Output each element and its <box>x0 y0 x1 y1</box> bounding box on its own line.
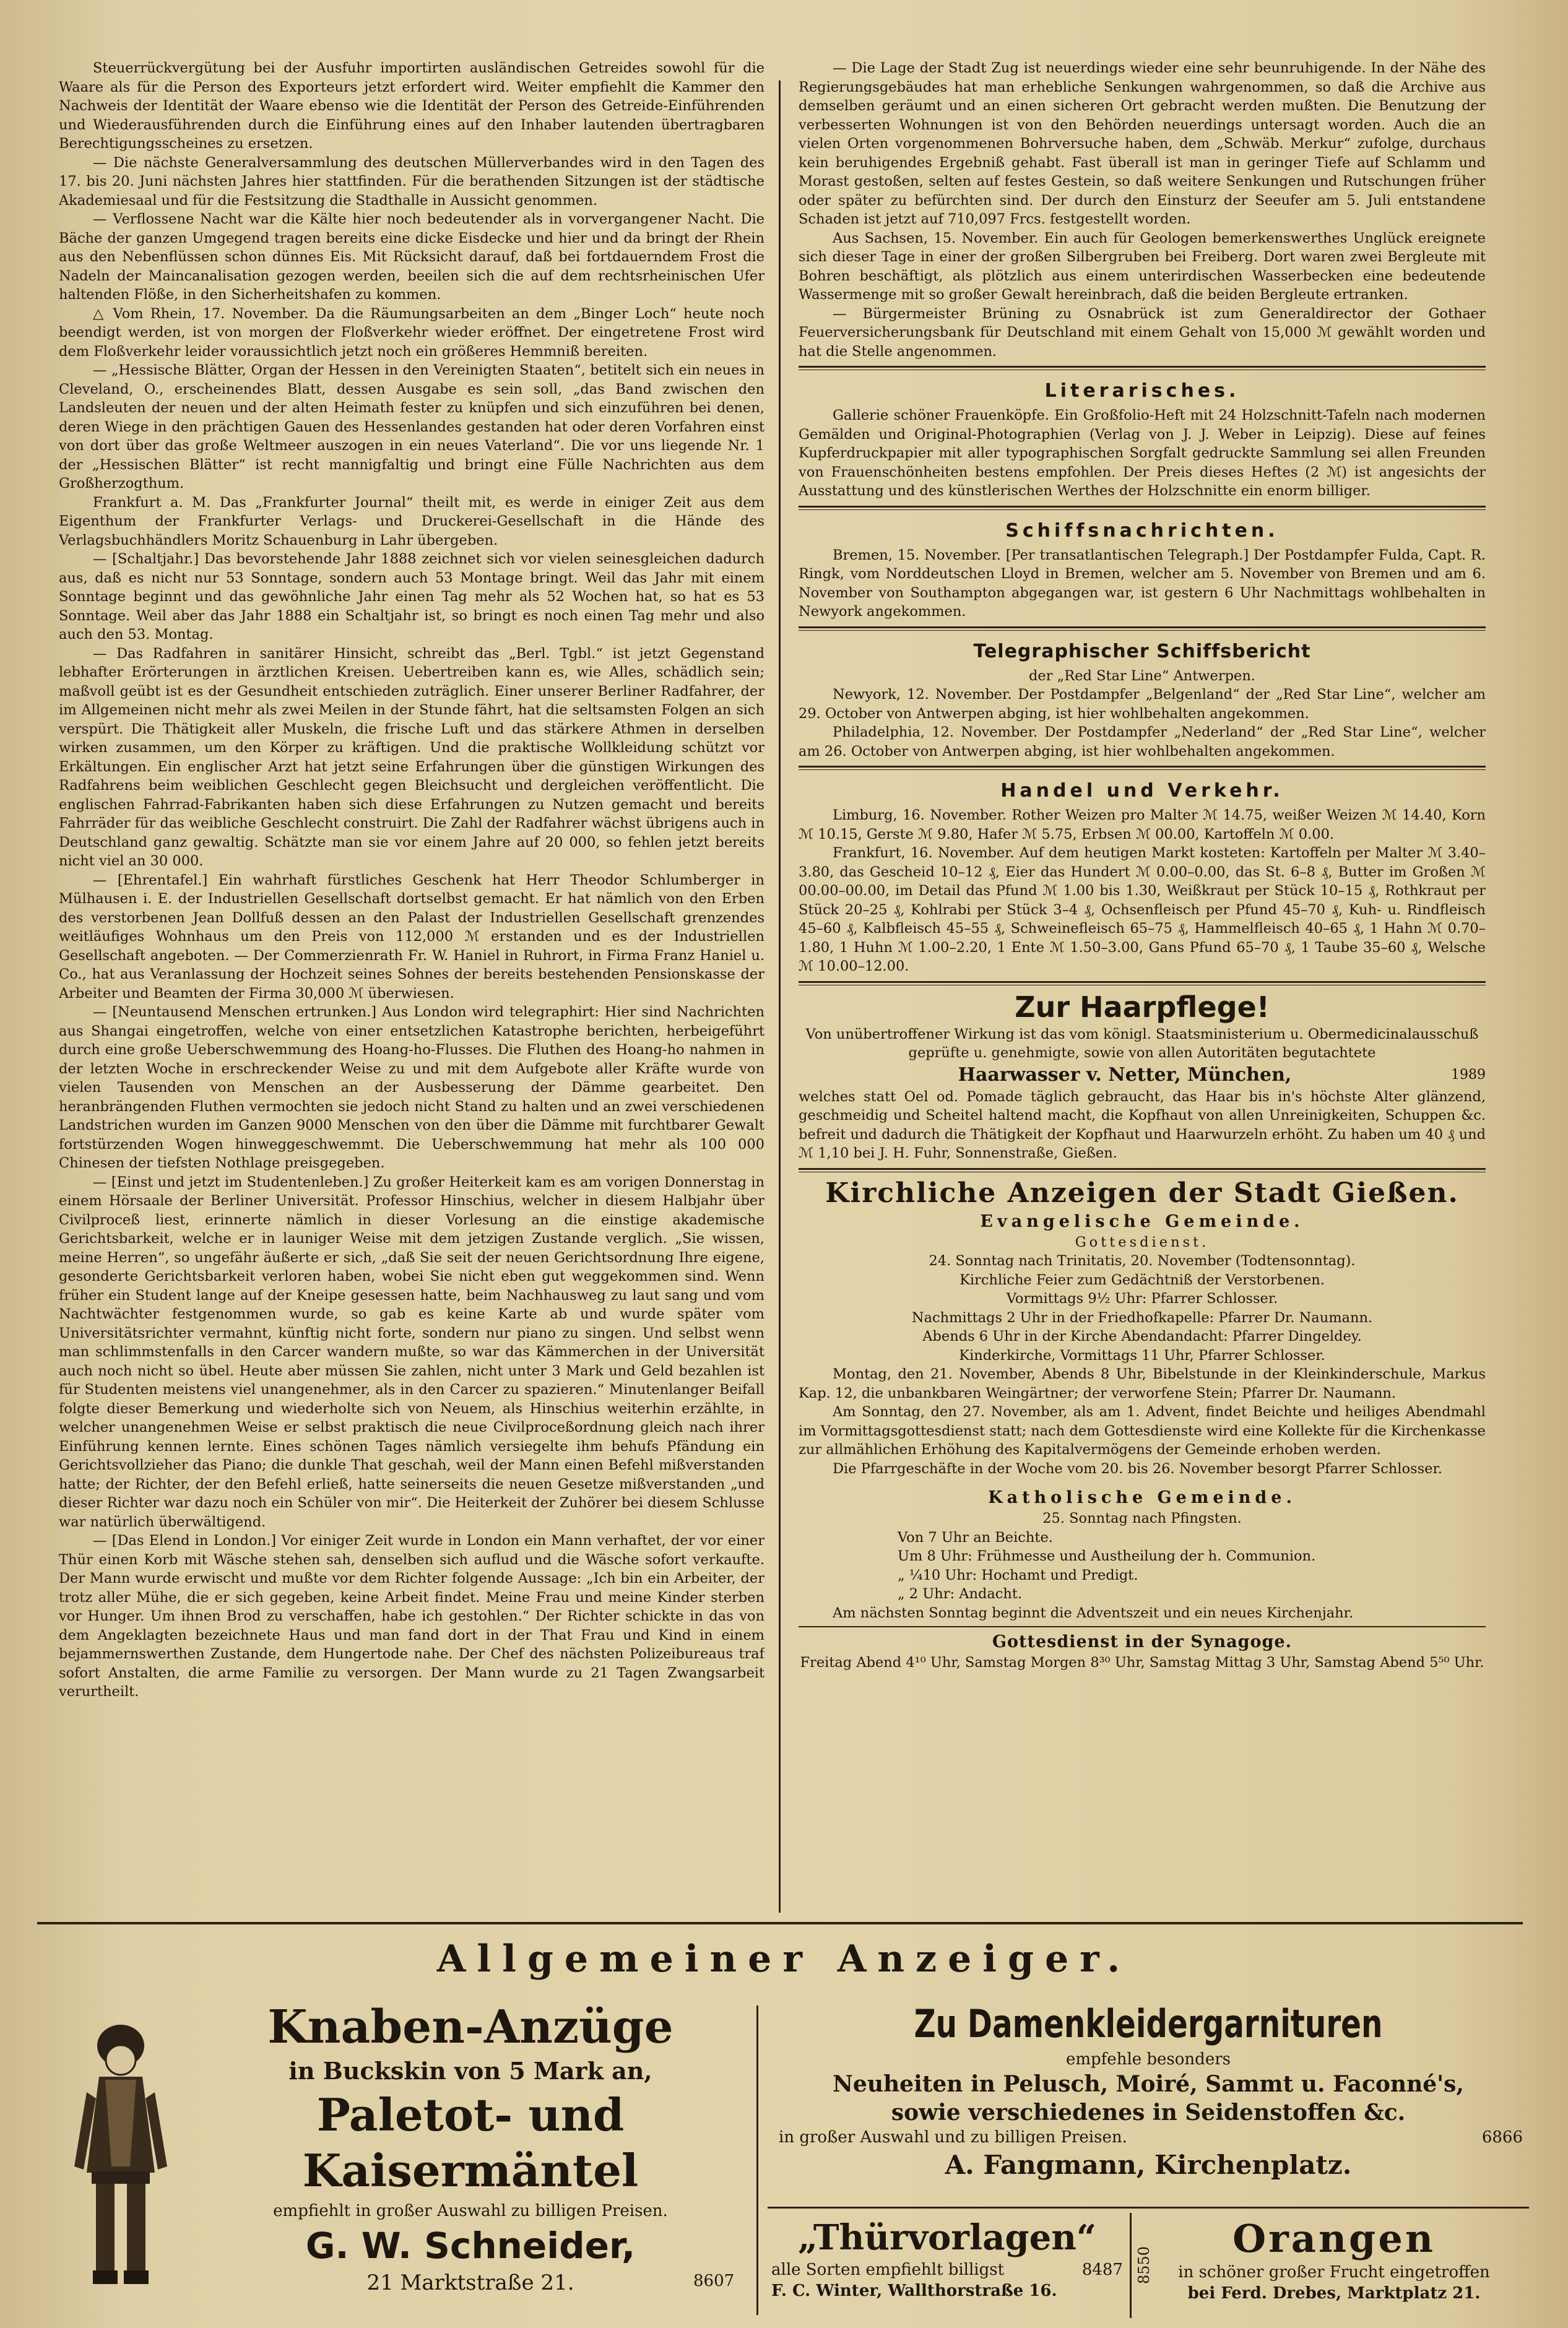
right-column <box>799 59 1486 1916</box>
kirche-text: Die Pfarrgeschäfte in der Woche vom 20. bis 26. November besorgt Pfarrer Schlosser. <box>833 1460 1442 1477</box>
ad-firm: A. Fangmann, Kirchenplatz. <box>945 2150 1352 2180</box>
article: Frankfurt a. M. Das „Frankfurter Journal“ theilt mit, es werde in einiger Zeit aus dem Eigenthum der Frankfurter Verlags- und Druckerei-Gesellschaft in die Hände des Verlagsbuchhändlers Moritz Schauenburg in Lahr übergeben. <box>59 494 765 548</box>
kirche-text: Am Sonntag, den 27. November, als am 1. Advent, findet Beichte und heiliges Abendmahl im Vormittagsgottesdienst statt; nach dem Gottesdienste wird eine Kollekte für die Kirchenkasse zur allmählichen Erhöhung des Kapitalvermögens der Gemeinde erhoben werden. <box>799 1404 1486 1458</box>
article: — [Das Elend in London.] Vor einiger Zeit wurde in London ein Mann verhaftet, der vor einer Thür einen Korb mit Wäsche stehen sah, denselben sich auflud und die Wäsche sofort verkaufte. Der Mann wurde erwischt und mußte vor dem Richter folgende Aussage: „Ich bin ein Arbeiter, der trotz aller Mühe, die er sich gegeben, keine Arbeit findet. Meine Frau und meine Kinder sterben vor Hunger. Um ihnen Brod zu verschaffen, habe ich gestohlen.“ Der Richter schickte in das von dem Angeklagten bezeichnete Haus und man fand dort in der That Frau und Kind in einem bejammernswerthen Zustande, dem Hungertode nahe. Der Chef des nächsten Polizeibureaus traf sofort Anstalten, die arme Familie zu versorgen. Der Mann wurde zu 21 Tagen Zwangsarbeit verurtheilt. <box>59 1533 765 1700</box>
article: — Das Radfahren in sanitärer Hinsicht, schreibt das „Berl. Tgbl.“ ist jetzt Gegenstand lebhafter Erörterungen in ärztlichen Kreisen. Uebertreiben kann es, wie Alles, schädlich sein; maßvoll geübt ist es der Gesundheit entschieden zuträglich. Einer unserer Berliner Radfahrer, der im Allgemeinen nicht mehr als zwei Meilen in der Stunde fährt, hat die seltsamsten Folgen an sich verspürt. Die Thätigkeit aller Muskeln, die frische Luft und das stärkere Athmen in derselben wirken zusammen, um den Körper zu kräftigen. Und die praktische Wollkleidung schützt vor Erkältungen. Ein englischer Arzt hat jetzt seine Erfahrungen über die günstigen Wirkungen des Radfahrens beim weiblichen Geschlecht gegen Bleichsucht und dergleichen veröffentlicht. Die englischen Fahrrad-Fabrikanten haben sich diese Erfahrungen zu Nutzen gemacht und bereits Fahrräder für das weibliche Geschlecht construirt. Die Zahl der Radfahrer wächst übrigens auch in Deutschland ganz gewaltig. Schätzte man sie vor einem Jahre auf 20 000, so fehlen jetzt bereits nicht viel an 30 000. <box>59 645 765 869</box>
ad-line: Neuheiten in Pelusch, Moiré, Sammt u. Faconné's, <box>833 2071 1464 2097</box>
article: — [Neuntausend Menschen ertrunken.] Aus London wird telegraphirt: Hier sind Nachrichten aus Shangai eingetroffen, welche von einer entsetzlichen Katastrophe berichten, herbeigeführt durch eine große Ueberschwemmung des Hoang-ho-Flusses. Die Fluthen des Hoang-ho nahmen in der letzten Woche in erschreckender Weise zu und mit dem Aufgebote aller Kräfte wurde von vielen Tausenden von Menschen an der Ausbesserung der Dämme gearbeitet. Den heranbrängenden Fluthen vermochten sie jedoch nicht Stand zu halten und an zwei verschiedenen Landstrichen wurden im Ganzen 9000 Menschen von den über die Dämme mit furchtbarer Gewalt fortstürzenden Wogen hinweggeschwemmt. Die Ueberschwemmung hat mehr als 100 000 Chinesen der tiefsten Nothlage preisgegeben. <box>59 1004 765 1171</box>
ad-knaben-anzuege <box>37 1999 755 2309</box>
kath-line: Um 8 Uhr: Frühmesse und Austheilung der h. Communion. <box>898 1548 1316 1564</box>
kirchliche-heading: Kirchliche Anzeigen der Stadt Gießen. <box>825 1177 1459 1209</box>
article: — [Ehrentafel.] Ein wahrhaft fürstliches Geschenk hat Herr Theodor Schlumberger in Mülhausen i. E. der Industriellen Gesellschaft dortselbst gemacht. Er hat nämlich von den Erben des verstorbenen Jean Dollfuß dessen an den Palast der Industriellen Gesellschaft grenzendes weitläufiges Wohnhaus um den Preis von 112,000 ℳ erstanden und es der Industriellen Gesellschaft angeboten. — Der Commerzienrath Fr. W. Haniel in Ruhrort, in Firma Franz Haniel u. Co., hat aus Veranlassung der Hochzeit seines Sohnes der bereits bestehenden Pensionskasse der Arbeiter und Beamten der Firma 30,000 ℳ überwiesen. <box>59 872 765 1002</box>
handel-item: Limburg, 16. November. Rother Weizen pro Malter ℳ 14.75, weißer Weizen ℳ 14.40, Korn ℳ 10.15, Gerste ℳ 9.80, Hafer ℳ 5.75, Erbsen ℳ 00.00, Kartoffeln ℳ 0.00. <box>799 807 1486 842</box>
kath-line: Von 7 Uhr an Beichte. <box>898 1529 1053 1546</box>
article: — Verflossene Nacht war die Kälte hier noch bedeutender als in vorvergangener Nacht. Die Bäche der ganzen Umgegend tragen bereits eine dicke Eisdecke und hier und da bringt der Rhein aus den Nebenflüssen schon dünnes Eis. Mit Rücksicht darauf, daß bei fortdauerndem Frost die Nadeln der Maincanalisation gezogen werden, beeilen sich die auf dem rechtsrheinischen Ufer haltenden Flöße, in den Sicherheitshafen zu kommen. <box>59 211 765 303</box>
anzeiger-title: Allgemeiner Anzeiger. <box>436 1937 1132 1981</box>
ad-headline: „Thürvorlagen“ <box>797 2217 1097 2258</box>
ad-number: 8607 <box>693 2272 735 2290</box>
section-heading-literarisches: Literarisches. <box>1044 380 1240 402</box>
haarpflege-product: Haarwasser v. Netter, München, 1989 <box>799 1063 1486 1088</box>
boy-figure-illustration <box>62 2012 180 2303</box>
telegraphisch-item: Newyork, 12. November. Der Postdampfer „Belgenland“ der „Red Star Line“, welcher am 29. October von Antwerpen abging, ist hier wohlbehalten angekommen. <box>799 686 1486 722</box>
haarpflege-text: welches statt Oel od. Pomade täglich gebraucht, das Haar bis in's höchste Alter glänzend, geschmeidig und Scheitel haltend macht, die Kopfhaut von allen Unreinigkeiten, Schuppen &c. befreit und dadurch die Thätigkeit der Kopfhaut und Haarwurzeln erhöht. Zu haben um 40 ₰ und ℳ 1,10 bei J. H. Fuhr, Sonnenstraße, Gießen. <box>799 1088 1486 1161</box>
ad-headline: Paletot- und Kaisermäntel <box>302 2088 639 2197</box>
article: △ Vom Rhein, 17. November. Da die Räumungsarbeiten an dem „Binger Loch“ heute noch beendigt werden, ist von morgen der Floßverkehr wieder eröffnet. Der eingetretene Frost wird dem Floßverkehr leider voraussichtlich jetzt noch ein größeres Hemmniß bereiten. <box>59 305 765 360</box>
ad-number: 8487 <box>1081 2261 1123 2279</box>
kirche-line: Vormittags 9½ Uhr: Pfarrer Schlosser. <box>1006 1291 1278 1307</box>
section-heading-schiffsnachrichten: Schiffsnachrichten. <box>1005 519 1279 542</box>
section-heading-telegraphisch: Telegraphischer Schiffsbericht <box>973 640 1311 662</box>
schiffsnachrichten-text: Bremen, 15. November. [Per transatlantischen Telegraph.] Der Postdampfer Fulda, Capt. R. Ringk, vom Norddeutschen Lloyd in Bremen, welcher am 5. November von Bremen und am 6. November von Southampton abgegangen war, ist gestern 6 Uhr Nachmittags wohlbehalten in Newyork angekommen. <box>799 547 1486 620</box>
ad-line: alle Sorten empfiehlt billigst 8487 <box>768 2259 1127 2280</box>
kirche-line: Nachmittags 2 Uhr in der Friedhofkapelle: Pfarrer Dr. Naumann. <box>911 1309 1373 1326</box>
haarpflege-heading: Zur Haarpflege! <box>1015 990 1270 1024</box>
ad-number: 6866 <box>1481 2128 1523 2147</box>
haarpflege-ad <box>799 989 1486 1163</box>
ad-number-rotated: 8550 <box>1135 2246 1153 2284</box>
kirche-line: Kinderkirche, Vormittags 11 Uhr, Pfarrer Schlosser. <box>959 1347 1325 1364</box>
evangelische-heading: Evangelische Gemeinde. <box>980 1211 1304 1231</box>
article: Aus Sachsen, 15. November. Ein auch für Geologen bemerkenswerthes Unglück ereignete sich dieser Tage in einer der großen Silbergruben bei Freiberg. Dort waren zwei Bergleute mit Bohren beschäftigt, als plötzlich aus einem unterirdischen Wasserbecken eine bedeutende Wassermenge mit so großer Gewalt hereinbrach, daß die beiden Bergleute ertranken. <box>799 230 1486 303</box>
section-rule <box>799 626 1486 631</box>
kirche-text: Montag, den 21. November, Abends 8 Uhr, Bibelstunde in der Kleinkinderschule, Markus Kap. 12, die unbankbaren Weingärtner; der verworfene Stein; Pfarrer Dr. Naumann. <box>799 1366 1486 1401</box>
left-column <box>59 59 765 1916</box>
article: — Die nächste Generalversammlung des deutschen Müllerverbandes wird in den Tagen des 17. bis 20. Juni nächsten Jahres hier stattfinden. Für die berathenden Sitzungen ist der städtische Akademiesaal und für die Festsitzung die Stadthalle in Aussicht genommen. <box>59 154 765 209</box>
ad-line: in schöner großer Frucht eingetroffen <box>1178 2263 1490 2282</box>
kath-line: „ ¼10 Uhr: Hochamt und Predigt. <box>898 1567 1138 1583</box>
section-rule <box>799 366 1486 370</box>
ad-headline: Zu Damenkleidergarnituren <box>914 2001 1383 2046</box>
ad-number: 1989 <box>1451 1067 1486 1083</box>
handel-item: Frankfurt, 16. November. Auf dem heutigen Markt kosteten: Kartoffeln per Malter ℳ 3.40–3.80, das Gescheid 10–12 ₰, Eier das Hundert ℳ 0.00–0.00, das St. 6–8 ₰, Butter im Großen ℳ 00.00–00.00, im Detail das Pfund ℳ 1.00 bis 1.30, Weißkraut per Stück 10–15 ₰, Rothkraut per Stück 20–25 ₰, Kohlrabi per Stück 3–4 ₰, Ochsenfleisch per Pfund 45–70 ₰, Kuh- u. Rindfleisch 45–60 ₰, Kalbfleisch 45–55 ₰, Schweinefleisch 65–75 ₰, Hammelfleisch 40–65 ₰, 1 Hahn ℳ 0.70–1.80, 1 Huhn ℳ 1.00–2.20, 1 Ente ℳ 1.50–3.00, Gans Pfund 65–70 ₰, 1 Taube 35–60 ₰, Welsche ℳ 10.00–12.00. <box>799 845 1486 974</box>
kirche-line: 24. Sonntag nach Trinitatis, 20. November (Todtensonntag). <box>929 1253 1356 1269</box>
ad-thuervorlagen <box>768 2216 1127 2301</box>
synagoge-heading: Gottesdienst in der Synagoge. <box>992 1632 1293 1651</box>
gottesdienst-label: Gottesdienst. <box>1075 1234 1210 1250</box>
ad-firm: bei Ferd. Drebes, Marktplatz 21. <box>1187 2284 1481 2303</box>
article: — Die Lage der Stadt Zug ist neuerdings wieder eine sehr beunruhigende. In der Nähe des Regierungsgebäudes hat man erhebliche Senkungen wahrgenommen, so daß die Archive aus demselben geräumt und an einen sicheren Ort gebracht werden mußten. Die Benutzung der verbesserten Wohnungen ist von den Behörden neuerdings untersagt worden. Auch die an vielen Orten vorgenommenen Bohrversuche haben, dem „Schwäb. Merkur“ zufolge, durchaus kein beruhigendes Ergebniß gehabt. Fast überall ist man in geringer Tiefe auf Schlamm und Morast gestoßen, selten auf festes Gestein, so daß weitere Senkungen und Rutschungen früher oder später zu befürchten sind. Der durch den Einsturz der Seeufer am 5. Juli entstandene Schaden ist jetzt auf 710,097 Frcs. festgestellt worden. <box>799 60 1486 227</box>
katholische-heading: Katholische Gemeinde. <box>988 1488 1296 1507</box>
ad-line: empfehle besonders <box>1066 2050 1231 2069</box>
kath-text: Am nächsten Sonntag beginnt die Adventszeit und ein neues Kirchenjahr. <box>833 1604 1354 1621</box>
ad-headline: Knaben-Anzüge <box>267 2001 674 2054</box>
ad-rule <box>768 2207 1529 2209</box>
ad-headline: Orangen <box>1232 2216 1436 2261</box>
literarisches-text: Gallerie schöner Frauenköpfe. Ein Großfolio-Heft mit 24 Holzschnitt-Tafeln nach modernen Gemälden und Original-Photographien (Verlag von J. J. Weber in Leipzig). Diese auf feines Kupferdruckpapier mit aller typographischen Sorgfalt gedruckte Sammlung sei allen Freunden von Frauenschönheiten bestens empfohlen. Der Preis dieses Heftes (2 ℳ) ist angesichts der Ausstattung und des künstlerischen Werthes der Holzschnitte ein enorm billiger. <box>799 407 1486 499</box>
kirche-line: Kirchliche Feier zum Gedächtniß der Verstorbenen. <box>959 1271 1325 1288</box>
kath-line: „ 2 Uhr: Andacht. <box>898 1586 1023 1602</box>
column-divider <box>779 80 781 1913</box>
ad-divider <box>1130 2213 1132 2318</box>
section-rule <box>799 1626 1486 1627</box>
article: — „Hessische Blätter, Organ der Hessen in den Vereinigten Staaten“, betitelt sich ein neues in Cleveland, O., erscheinendes Blatt, dessen Ausgabe es sein soll, „das Band zwischen den Landsleuten der neuen und der alten Heimath fester zu knüpfen und sich einzuführen bei denen, deren Wiege in den prächtigen Gauen des Hessenlandes gestanden hat oder deren Vorfahren einst von dort über das große Weltmeer auszogen in ein neues Vaterland“. Die vor uns liegende Nr. 1 der „Hessischen Blätter“ ist recht mannigfaltig und bringt eine Fülle Nachrichten aus dem Großherzogthum. <box>59 362 765 491</box>
kath-sub: 25. Sonntag nach Pfingsten. <box>1042 1510 1242 1526</box>
ad-firm: G. W. Schneider, <box>305 2225 636 2267</box>
section-rule <box>799 766 1486 770</box>
section-rule <box>799 1168 1486 1172</box>
ad-line: in Buckskin von 5 Mark an, <box>288 2057 652 2085</box>
article: — [Einst und jetzt im Studentenleben.] Zu großer Heiterkeit kam es am vorigen Donnerstag in einem Hörsaale der Berliner Universität. Professor Hinschius, welcher in diesem Halbjahr über Civilproceß liest, erinnerte nämlich in dieser Vorlesung an die einstige akademische Gerichtsbarkeit, welche er in launiger Weise mit dem jetzigen Zustande verglich. „Sie wissen, meine Herren“, so ungefähr äußerte er sich, „daß Sie seit der neuen Gerichtsordnung Ihre eigene, gesonderte Gerichtsbarkeit verloren haben, wobei Sie nicht eben gut weggekommen sind. Wenn früher ein Student lange auf der Kneipe gesessen hatte, beim Nachhausweg zu laut sang und vom Nachtwächter festgenommen wurde, so gab es keine Karte ab und wurde später vom Universitätsrichter vermahnt, künftig nicht forte, sondern nur piano zu singen. Und selbst wenn man schlimmstenfalls in den Carcer wandern mußte, so war das Kämmerchen in der Universität auch noch nicht so übel. Heute aber müssen Sie zahlen, nicht unter 3 Mark und Geld bezahlen ist für Studenten meistens viel unangenehmer, als in den Carcer zu spazieren.“ Minutenlanger Beifall folgte dieser Bemerkung und wiederholte sich von Neuem, als Hinschius weiterhin erzählte, in welcher unangenehmen Weise er selbst praktisch die neue Civilproceßordnung gleich nach ihrer Einführung kennen lernte. Eines schönen Tages nämlich versiegelte ihm behufs Pfändung ein Gerichtsvollzieher das Piano; die dunkle That geschah, weil der Mann einen Befehl mißverstanden hatte; der Richter, der den Befehl erließ, hatte seinerseits die neuen Gesetze mißverstanden „und dieser Richter war dazu noch ein Schüler von mir“. Die Heiterkeit der Zuhörer bei diesem Schlusse war natürlich überwältigend. <box>59 1174 765 1530</box>
haarpflege-intro: Von unübertroffener Wirkung ist das vom königl. Staatsministerium u. Obermedicinalausschuß geprüfte u. genehmigte, sowie von allen Autoritäten begutachtete <box>805 1026 1479 1061</box>
ad-orangen <box>1139 2216 1529 2304</box>
section-heading-handel: Handel und Verkehr. <box>1000 780 1284 802</box>
telegraphisch-item: Philadelphia, 12. November. Der Postdampfer „Nederland“ der „Red Star Line“, welcher am 26. October von Antwerpen abging, ist hier wohlbehalten angekommen. <box>799 724 1486 759</box>
ad-line: sowie verschiedenes in Seidenstoffen &c. <box>891 2100 1406 2126</box>
ad-address: 21 Marktstraße 21. <box>366 2270 574 2295</box>
kirche-line: Abends 6 Uhr in der Kirche Abendandacht: Pfarrer Dingeldey. <box>922 1328 1362 1344</box>
anzeiger-rule <box>37 1922 1523 1924</box>
ad-line: in großer Auswahl und zu billigen Preisen. 6866 <box>768 2127 1529 2148</box>
article: — Bürgermeister Brüning zu Osnabrück ist zum Generaldirector der Gothaer Feuerversicherungsbank für Deutschland mit einem Gehalt von 15,000 ℳ gewählt worden und hat die Stelle angenommen. <box>799 305 1486 360</box>
section-rule <box>799 506 1486 510</box>
article: — [Schaltjahr.] Das bevorstehende Jahr 1888 zeichnet sich vor vielen seinesgleichen dadurch aus, daß es nicht nur 53 Sonntage, sondern auch 53 Montage bringt. Weil das Jahr mit einem Sonntage beginnt und das gewöhnliche Jahr einen Tag mehr als 52 Wochen hat, so hat es 53 Sonntage. Weil aber das Jahr 1888 ein Schaltjahr ist, so bringt es noch einen Tag mehr und also auch den 53. Montag. <box>59 551 765 643</box>
ad-firm: F. C. Winter, Wallthorstraße 16. <box>771 2282 1057 2300</box>
section-rule <box>799 981 1486 985</box>
telegraphisch-sub: der „Red Star Line“ Antwerpen. <box>1029 667 1255 684</box>
ad-line: empfiehlt in großer Auswahl zu billigen Preisen. <box>273 2202 668 2220</box>
ad-divider <box>756 2006 758 2315</box>
synagoge-text: Freitag Abend 4¹⁰ Uhr, Samstag Morgen 8³⁰ Uhr, Samstag Mittag 3 Uhr, Samstag Abend 5⁵⁰ Uhr. <box>800 1655 1484 1671</box>
ad-knaben-text <box>186 1999 755 2298</box>
article: Steuerrückvergütung bei der Ausfuhr importirten ausländischen Getreides sowohl für die Waare als für die Person des Exporteurs jetzt erfordert wird. Weiter empfiehlt die Kammer den Nachweis der Identität der Waare ebenso wie die Identität der Person des Getreide-Einführenden und Wiederausführenden durch die Einführung eines auf den Inhaber lautenden übertragbaren Berechtigungsscheines zu ersetzen. <box>59 60 765 152</box>
